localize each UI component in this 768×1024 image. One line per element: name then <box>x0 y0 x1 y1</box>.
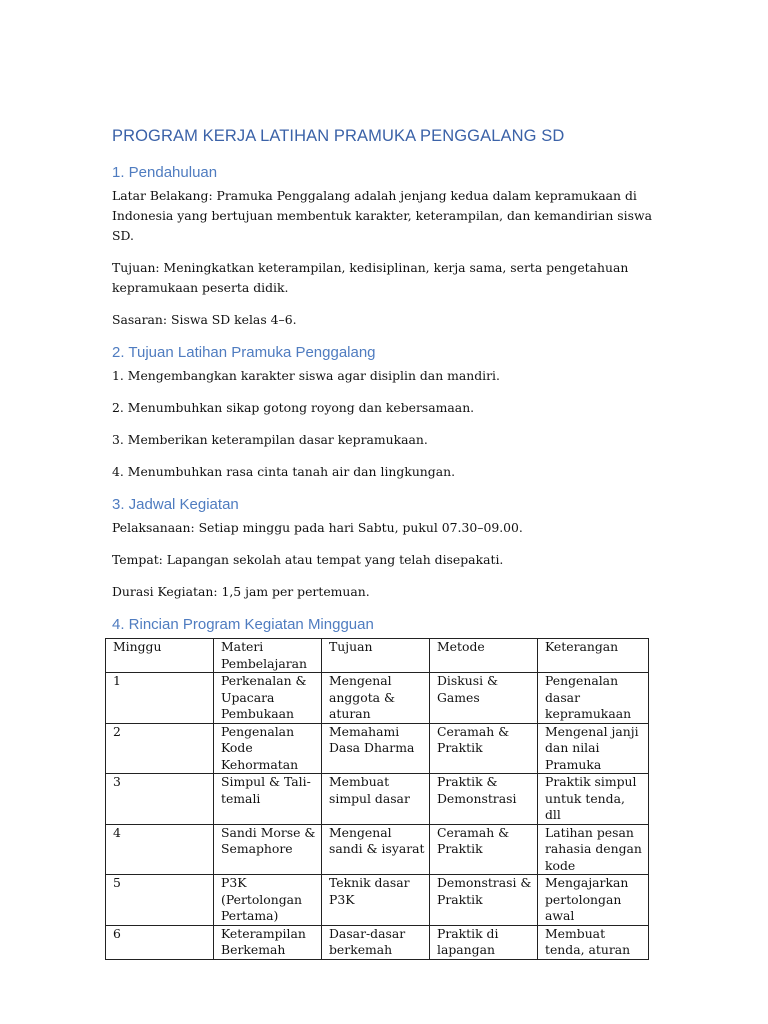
column-header: Materi Pembelajaran <box>214 639 322 673</box>
table-row <box>106 875 649 926</box>
table-cell: Praktik simpul untuk tenda, dll <box>538 774 649 825</box>
column-header: Minggu <box>106 639 214 673</box>
table-cell: Praktik di lapangan <box>430 925 538 959</box>
table-cell: Mengenal sandi & isyarat <box>322 824 430 875</box>
paragraph: Tujuan: Meningkatkan keterampilan, kedisiplinan, kerja sama, serta pengetahuan kepramukaan peserta didik. <box>112 260 629 295</box>
section-heading: 2. Tujuan Latihan Pramuka Penggalang <box>112 344 376 361</box>
table-cell: Keterampilan Berkemah <box>214 925 322 959</box>
table-cell: Ceramah & Praktik <box>430 824 538 875</box>
table-cell: Mengajarkan pertolongan awal <box>538 875 649 926</box>
column-header: Keterangan <box>538 639 649 673</box>
section-heading: 4. Rincian Program Kegiatan Mingguan <box>112 616 374 633</box>
table-cell: Latihan pesan rahasia dengan kode <box>538 824 649 875</box>
section-tujuan <box>112 342 656 482</box>
table-cell: 5 <box>106 875 214 926</box>
table-cell: 4 <box>106 824 214 875</box>
table-cell: Sandi Morse & Semaphore <box>214 824 322 875</box>
document-page <box>112 124 656 964</box>
table-cell: Pengenalan Kode Kehormatan <box>214 723 322 774</box>
section-jadwal <box>112 494 656 602</box>
table-cell: P3K (Pertolongan Pertama) <box>214 875 322 926</box>
section-heading: 1. Pendahuluan <box>112 164 218 181</box>
table-cell: Mengenal anggota & aturan <box>322 673 430 724</box>
table-cell: Demonstrasi & Praktik <box>430 875 538 926</box>
table-header-row <box>106 639 649 673</box>
paragraph: Latar Belakang: Pramuka Penggalang adalah jenjang kedua dalam kepramukaan di Indonesia yang bertujuan membentuk karakter, keterampilan, dan kemandirian siswa SD. <box>112 188 652 243</box>
table-cell: Simpul & Tali-temali <box>214 774 322 825</box>
table-cell: Membuat simpul dasar <box>322 774 430 825</box>
section-heading: 3. Jadwal Kegiatan <box>112 496 239 513</box>
column-header: Tujuan <box>322 639 430 673</box>
table-cell: Mengenal janji dan nilai Pramuka <box>538 723 649 774</box>
table-cell: Teknik dasar P3K <box>322 875 430 926</box>
table-cell: Perkenalan & Upacara Pembukaan <box>214 673 322 724</box>
list-item: 4. Menumbuhkan rasa cinta tanah air dan lingkungan. <box>112 464 456 479</box>
paragraph: Durasi Kegiatan: 1,5 jam per pertemuan. <box>112 584 370 599</box>
table-cell: Memahami Dasa Dharma <box>322 723 430 774</box>
table-row <box>106 774 649 825</box>
section-pendahuluan <box>112 162 656 330</box>
table-cell: Diskusi & Games <box>430 673 538 724</box>
paragraph: Sasaran: Siswa SD kelas 4–6. <box>112 312 297 327</box>
paragraph: Pelaksanaan: Setiap minggu pada hari Sabtu, pukul 07.30–09.00. <box>112 520 523 535</box>
table-row <box>106 824 649 875</box>
table-cell: Dasar-dasar berkemah <box>322 925 430 959</box>
table-row <box>106 723 649 774</box>
paragraph: Tempat: Lapangan sekolah atau tempat yang telah disepakati. <box>112 552 504 567</box>
table-cell: 6 <box>106 925 214 959</box>
table-cell: Praktik & Demonstrasi <box>430 774 538 825</box>
table-cell: Ceramah & Praktik <box>430 723 538 774</box>
table-cell: 1 <box>106 673 214 724</box>
table-cell: 3 <box>106 774 214 825</box>
list-item: 3. Memberikan keterampilan dasar kepramukaan. <box>112 432 428 447</box>
list-item: 1. Mengembangkan karakter siswa agar disiplin dan mandiri. <box>112 368 500 383</box>
table-row <box>106 673 649 724</box>
column-header: Metode <box>430 639 538 673</box>
table-row <box>106 925 649 959</box>
list-item: 2. Menumbuhkan sikap gotong royong dan kebersamaan. <box>112 400 475 415</box>
table-cell: Pengenalan dasar kepramukaan <box>538 673 649 724</box>
table-cell: Membuat tenda, aturan <box>538 925 649 959</box>
table-cell: 2 <box>106 723 214 774</box>
document-title: PROGRAM KERJA LATIHAN PRAMUKA PENGGALANG SD <box>112 127 565 145</box>
weekly-program-table <box>105 638 649 960</box>
section-rincian <box>112 614 656 960</box>
